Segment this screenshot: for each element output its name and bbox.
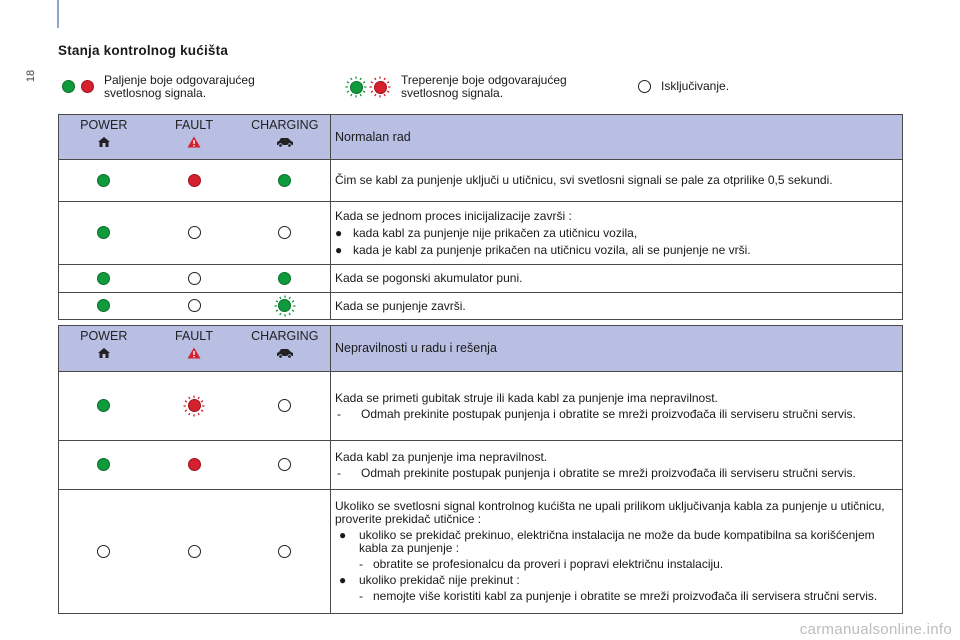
row-text: Kada se jednom proces inicijalizacije završi : bbox=[335, 208, 572, 223]
house-icon bbox=[59, 347, 149, 363]
red-blink-led-icon bbox=[183, 395, 205, 417]
table-row bbox=[59, 372, 903, 441]
legend-off bbox=[638, 74, 729, 104]
car-icon bbox=[240, 136, 331, 152]
off-led-icon bbox=[183, 267, 205, 289]
page-title: Stanja kontrolnog kućišta bbox=[58, 43, 229, 58]
led-cell bbox=[59, 160, 149, 202]
led-cell bbox=[149, 372, 240, 441]
led-cell bbox=[59, 441, 149, 490]
led-cell bbox=[149, 202, 240, 265]
table-row bbox=[59, 490, 903, 614]
off-led-icon bbox=[638, 80, 651, 93]
list-item: ● kada je kabl za punjenje prikačen na utičnicu vozila, ali se punjenje ne vrši. bbox=[335, 242, 751, 257]
warning-icon bbox=[149, 347, 240, 363]
legend-blinking bbox=[345, 74, 567, 104]
normal-operation-table bbox=[58, 114, 903, 320]
list-subitem: - nemojte više koristiti kabl za punjenje i obratite se mreži proizvođača ili servisera stručni servis. bbox=[359, 589, 878, 603]
green-led-icon bbox=[93, 454, 115, 476]
warning-icon bbox=[149, 136, 240, 152]
charging-header: CHARGING bbox=[251, 118, 319, 132]
green-blink-led-icon bbox=[345, 76, 367, 98]
legend-blinking-text: Treperenje boje odgovarajućeg svetlosnog signala. bbox=[401, 73, 567, 100]
watermark: carmanualsonline.info bbox=[799, 621, 952, 638]
red-blink-led-icon bbox=[369, 76, 391, 98]
list-item: - Odmah prekinite postupak punjenja i obratite se mreži proizvođača ili serviseru stručni servis. bbox=[337, 465, 856, 480]
led-cell bbox=[59, 293, 149, 320]
red-led-icon bbox=[81, 80, 94, 93]
list-item: ● ukoliko se prekidač prekinuo, električna instalacija ne može da bude kompatibilna sa korišćenjem kabla za punjenje : bbox=[339, 528, 875, 555]
green-led-icon bbox=[93, 222, 115, 244]
led-cell bbox=[59, 265, 149, 293]
off-led-icon bbox=[274, 395, 296, 417]
off-led-icon bbox=[274, 222, 296, 244]
led-cell bbox=[59, 202, 149, 265]
malfunctions-table bbox=[58, 325, 903, 614]
power-header: POWER bbox=[80, 329, 128, 343]
off-led-icon bbox=[93, 540, 115, 562]
led-cell bbox=[240, 490, 331, 614]
row-text-block bbox=[331, 372, 903, 441]
green-led-icon bbox=[274, 267, 296, 289]
led-cell bbox=[240, 160, 331, 202]
house-icon bbox=[59, 136, 149, 152]
led-cell bbox=[59, 372, 149, 441]
led-cell bbox=[240, 265, 331, 293]
led-cell bbox=[149, 490, 240, 614]
power-header: POWER bbox=[80, 118, 128, 132]
legend-steady bbox=[62, 74, 255, 104]
off-led-icon bbox=[274, 454, 296, 476]
fault-header: FAULT bbox=[175, 329, 213, 343]
led-cell bbox=[240, 372, 331, 441]
green-led-icon bbox=[93, 395, 115, 417]
green-led-icon bbox=[62, 80, 75, 93]
off-led-icon bbox=[183, 540, 205, 562]
charging-header: CHARGING bbox=[251, 329, 319, 343]
fault-header: FAULT bbox=[175, 118, 213, 132]
list-item: ● ukoliko prekidač nije prekinut : bbox=[339, 573, 520, 587]
table-header-row bbox=[59, 326, 903, 372]
list-item: - Odmah prekinite postupak punjenja i obratite se mreži proizvođača ili serviseru stručni servis. bbox=[337, 406, 856, 421]
led-cell bbox=[149, 265, 240, 293]
table-row bbox=[59, 202, 903, 265]
row-text-block bbox=[331, 202, 903, 265]
table-heading: Nepravilnosti u radu i rešenja bbox=[331, 326, 903, 372]
table-row bbox=[59, 160, 903, 202]
red-led-icon bbox=[183, 454, 205, 476]
row-text: Kada se primeti gubitak struje ili kada kabl za punjenje ima nepravilnost. bbox=[335, 390, 718, 405]
led-cell bbox=[59, 490, 149, 614]
legend-steady-text: Paljenje boje odgovarajućeg svetlosnog signala. bbox=[104, 73, 255, 100]
green-led-icon bbox=[274, 169, 296, 191]
led-cell bbox=[240, 202, 331, 265]
led-cell bbox=[240, 293, 331, 320]
red-led-icon bbox=[183, 169, 205, 191]
list-item: ● kada kabl za punjenje nije prikačen za utičnicu vozila, bbox=[335, 225, 638, 240]
table-row bbox=[59, 293, 903, 320]
green-led-icon bbox=[93, 295, 115, 317]
table-row bbox=[59, 265, 903, 293]
green-led-icon bbox=[93, 267, 115, 289]
off-led-icon bbox=[274, 540, 296, 562]
led-cell bbox=[149, 160, 240, 202]
car-icon bbox=[240, 347, 331, 363]
row-text: Čim se kabl za punjenje uključi u utičnicu, svi svetlosni signali se pale za otprilike 0,5 sekundi. bbox=[331, 160, 903, 202]
table-row bbox=[59, 441, 903, 490]
row-text: Ukoliko se svetlosni signal kontrolnog kućišta ne upali prilikom uključivanja kabla za punjenje u utičnicu, proverite prekidač utičnice : bbox=[335, 499, 885, 526]
row-text: Kada se punjenje završi. bbox=[331, 293, 903, 320]
green-blink-led-icon bbox=[274, 295, 296, 317]
off-led-icon bbox=[183, 295, 205, 317]
led-cell bbox=[149, 441, 240, 490]
off-led-icon bbox=[183, 222, 205, 244]
legend-off-text: Isključivanje. bbox=[661, 79, 730, 93]
green-led-icon bbox=[93, 169, 115, 191]
table-heading: Normalan rad bbox=[331, 115, 903, 160]
row-text: Kada kabl za punjenje ima nepravilnost. bbox=[335, 449, 548, 464]
led-cell bbox=[240, 441, 331, 490]
row-text-block bbox=[331, 441, 903, 490]
row-text-block bbox=[331, 490, 903, 614]
page-number: 18 bbox=[25, 69, 37, 83]
led-cell bbox=[149, 293, 240, 320]
table-header-row bbox=[59, 115, 903, 160]
list-subitem: - obratite se profesionalcu da proveri i popravi električnu instalaciju. bbox=[359, 557, 724, 571]
row-text: Kada se pogonski akumulator puni. bbox=[331, 265, 903, 293]
margin-bar bbox=[57, 0, 59, 28]
